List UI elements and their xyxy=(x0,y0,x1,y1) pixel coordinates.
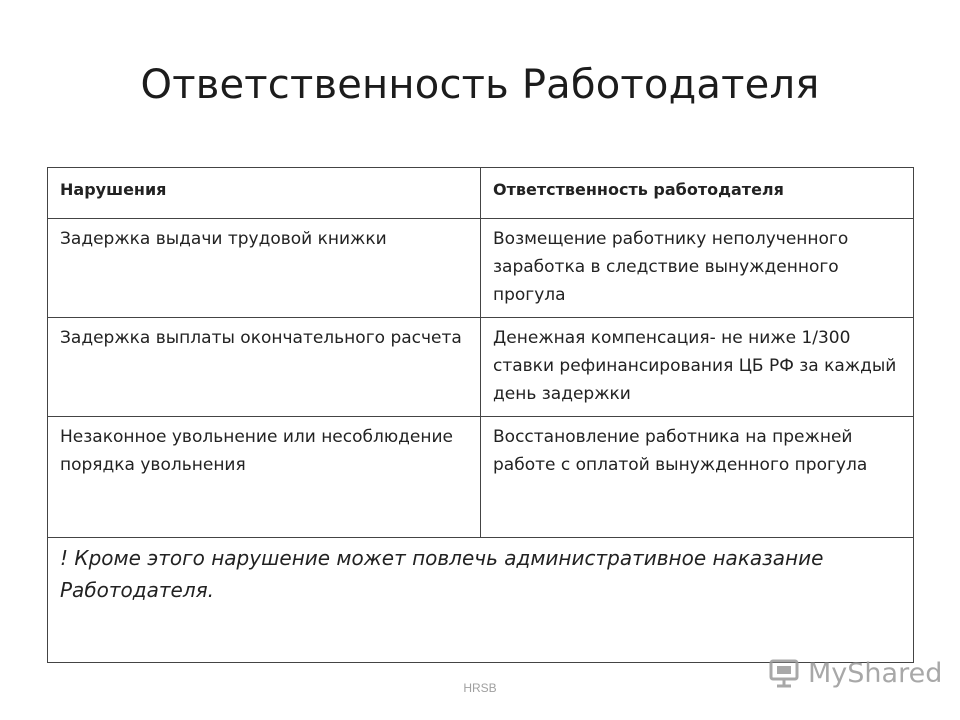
note-row xyxy=(48,538,914,663)
responsibility-cell: Денежная компенсация- не ниже 1/300 ставки рефинансирования ЦБ РФ за каждый день задержки xyxy=(481,318,914,417)
header-responsibility: Ответственность работодателя xyxy=(481,168,914,219)
violation-cell: Незаконное увольнение или несоблюдение порядка увольнения xyxy=(48,417,481,538)
watermark-logo xyxy=(768,655,942,691)
header-violations: Нарушения xyxy=(48,168,481,219)
violation-cell: Задержка выдачи трудовой книжки xyxy=(48,219,481,318)
responsibility-cell: Восстановление работника на прежней работе с оплатой вынужденного прогула xyxy=(481,417,914,538)
table-row xyxy=(48,417,914,538)
table-row xyxy=(48,318,914,417)
watermark-text: MyShared xyxy=(808,657,943,689)
responsibility-table xyxy=(47,167,914,663)
slide-title: Ответственность Работодателя xyxy=(140,62,820,108)
responsibility-table-container xyxy=(47,167,913,666)
table-row xyxy=(48,219,914,318)
presentation-icon xyxy=(768,658,802,688)
responsibility-cell: Возмещение работнику неполученного заработка в следствие вынужденного прогула xyxy=(481,219,914,318)
note-cell: ! Кроме этого нарушение может повлечь административное наказание Работодателя. xyxy=(48,538,914,663)
table-header-row xyxy=(48,168,914,219)
footer-label: HRSB xyxy=(463,681,497,695)
violation-cell: Задержка выплаты окончательного расчета xyxy=(48,318,481,417)
